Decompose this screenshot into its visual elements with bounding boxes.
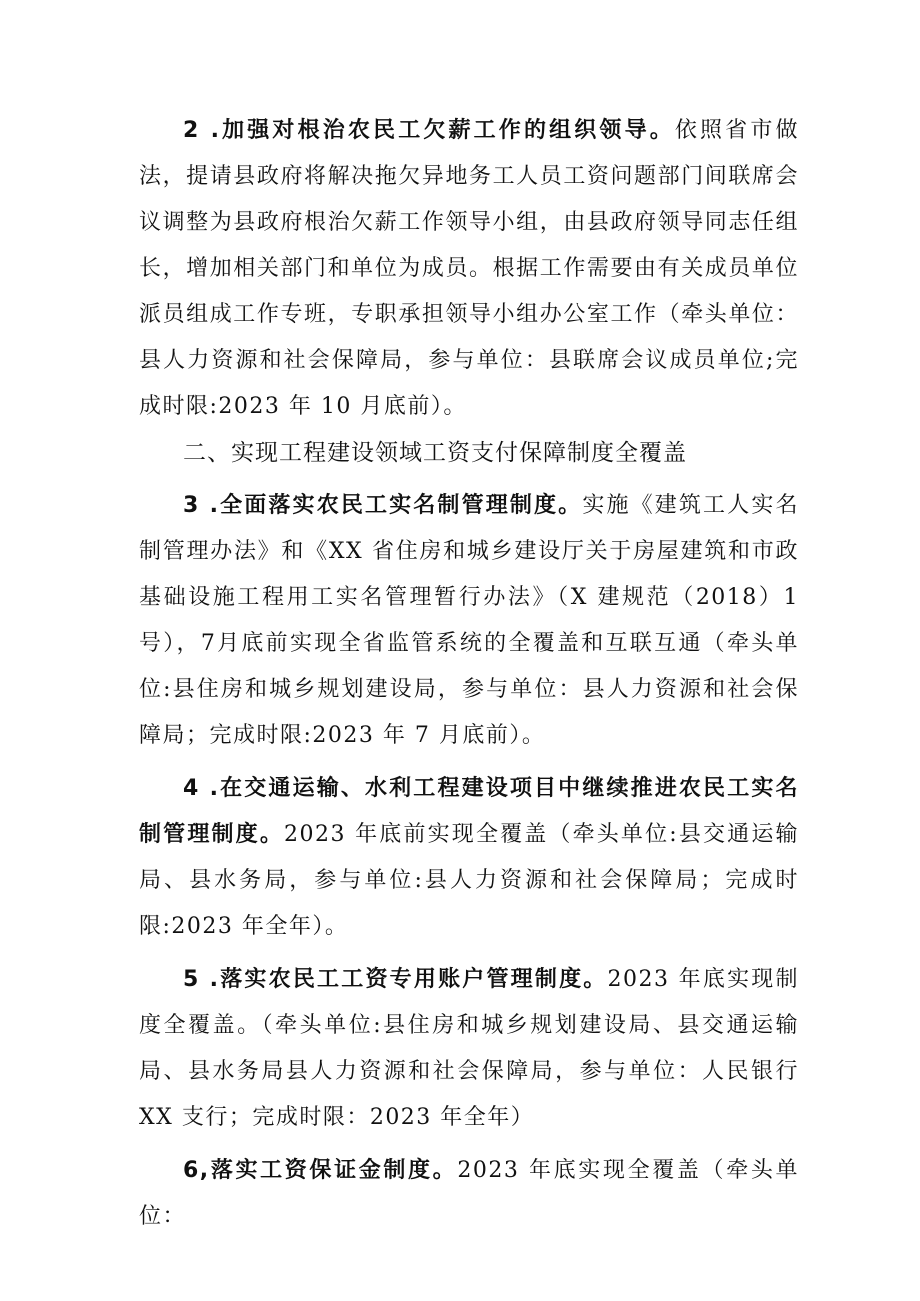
paragraph-lead: 3 .全面落实农民工实名制管理制度。 [183,493,583,518]
paragraph-body: 实施《建筑工人实名制管理办法》和《XX 省住房和城乡建设厅关于房屋建筑和市政基础设施工程用工实名管理暂行办法》（X 建规范（2018）1 号），7月底前实现全省监管系统的全覆盖和互联互通（牵头单位:县住房和城乡规划建设局，参与单位：县人力资源和社会保障局；完成时限:2023 年 7 月底前）。 [139,493,799,748]
paragraph-item-2 [139,108,799,430]
paragraph-item-5 [139,957,799,1141]
paragraph-lead: 5 .落实农民工工资专用账户管理制度。 [183,967,608,992]
paragraph-body: 2023 年底实现全覆盖（牵头单位： [139,1158,799,1229]
paragraph-body: 依照省市做法，提请县政府将解决拖欠异地务工人员工资问题部门间联席会议调整为县政府根治欠薪工作领导小组，由县政府领导同志任组长，增加相关部门和单位为成员。根据工作需要由有关成员单位派员组成工作专班，专职承担领导小组办公室工作（牵头单位：县人力资源和社会保障局，参与单位：县联席会议成员单位;完成时限:2023 年 10 月底前）。 [139,118,799,419]
paragraph-item-4 [139,766,799,950]
paragraph-body: 2023 年底实现制度全覆盖。（牵头单位:县住房和城乡规划建设局、县交通运输局、县水务局县人力资源和社会保障局，参与单位：人民银行 XX 支行；完成时限：2023 年全年） [139,967,800,1130]
document-body [139,108,799,1240]
paragraph-item-6 [139,1148,799,1240]
paragraph-lead: 6,落实工资保证金制度。 [183,1158,458,1183]
paragraph-body: 2023 年底前实现全覆盖（牵头单位:县交通运输局、县水务局，参与单位:县人力资源和社会保障局；完成时限:2023 年全年）。 [139,822,799,939]
paragraph-lead: 2 .加强对根治农民工欠薪工作的组织领导。 [183,118,675,143]
paragraph-item-3 [139,483,799,759]
section-heading: 二、实现工程建设领域工资支付保障制度全覆盖 [183,440,687,466]
paragraph-lead: 4 .在交通运输、水利工程建设项目中继续推进农民工实名制管理制度。 [139,776,799,847]
